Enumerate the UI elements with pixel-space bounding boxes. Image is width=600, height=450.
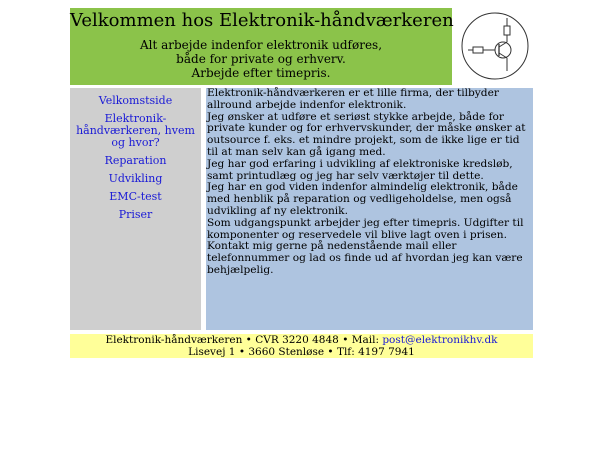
header-tagline	[70, 38, 452, 80]
content-paragraph: Kontakt mig gerne på nedenstående mail eller telefonnummer og lad os finde ud af hvordan jeg kan være behjælpelig.	[207, 240, 523, 276]
content-paragraph: Som udgangspunkt arbejder jeg efter timepris. Udgifter til komponenter og reservedele vil blive lagt oven i prisen.	[207, 216, 524, 241]
nav-link-udvikling[interactable]: Udvikling	[108, 172, 163, 185]
tagline-line: både for private og erhverv.	[176, 52, 346, 66]
logo	[458, 8, 533, 85]
content-paragraph: Jeg har en god viden indenfor almindelig elektronik, både med henblik på reparation og vedligeholdelse, men også udvikling af ny elektronik.	[207, 181, 518, 217]
nav-link-reparation[interactable]: Reparation	[104, 154, 167, 167]
content-paragraph: Elektronik-håndværkeren er et lille firma, der tilbyder allround arbejde indenfor elektronik.	[207, 87, 499, 111]
nav-link-priser[interactable]: Priser	[118, 208, 153, 221]
footer-address: Lisevej 1 • 3660 Stenløse • Tlf: 4197 7941	[188, 346, 415, 358]
content-paragraph: Jeg ønsker at udføre et seriøst stykke arbejde, både for private kunder og for erhvervskunder, der måske ønsker at outsource f. eks. et mindre projekt, som de ikke lige er tid til at man selv kan gå igang med.	[207, 110, 526, 158]
site-footer	[70, 334, 533, 358]
transistor-schematic-icon	[458, 8, 533, 85]
nav-link-hvem-og-hvor[interactable]: Elektronik-håndværkeren, hvem og hvor?	[76, 112, 195, 149]
page-title: Velkommen hos Elektronik-håndværkeren	[70, 10, 454, 31]
tagline-line: Alt arbejde indenfor elektronik udføres,	[139, 38, 383, 52]
sidebar-nav	[70, 88, 201, 330]
nav-link-emc-test[interactable]: EMC-test	[109, 190, 162, 203]
email-link[interactable]: post@elektronikhv.dk	[382, 334, 498, 346]
footer-company-info: Elektronik-håndværkeren • CVR 3220 4848 • Mail:	[105, 334, 383, 346]
content-paragraph: Jeg har god erfaring i udvikling af elektroniske kredsløb, samt printudlæg og jeg har selv værktøjer til dette.	[207, 157, 513, 182]
nav-link-velkomstside[interactable]: Velkomstside	[98, 94, 173, 107]
tagline-line: Arbejde efter timepris.	[191, 66, 331, 80]
main-content	[206, 88, 533, 330]
site-header	[70, 8, 452, 85]
footer-line-1	[70, 334, 533, 346]
